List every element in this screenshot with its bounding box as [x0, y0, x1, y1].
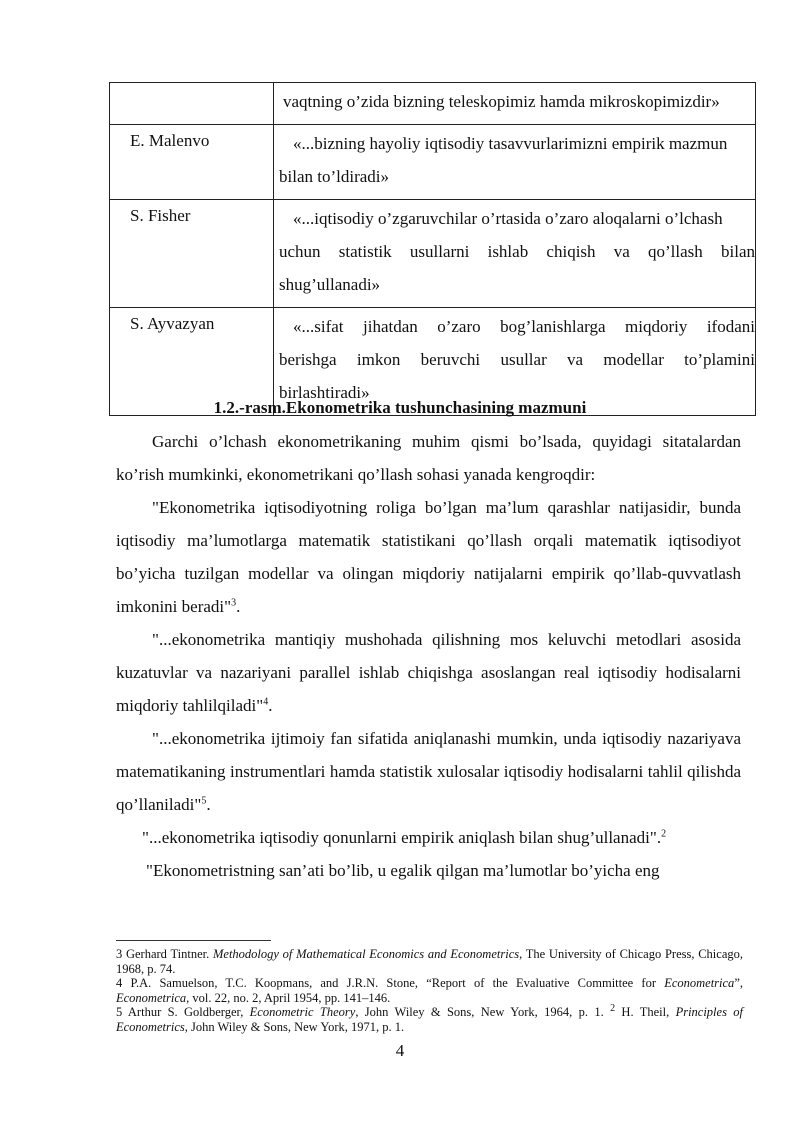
footnote-text: , The University of Chicago Press, Chicago, 1968, p. 74.: [116, 947, 743, 976]
punctuation: .: [268, 696, 273, 715]
paragraph-text: "...ekonometrika mantiqiy mushohada qilishning mos keluvchi metodlari asosida kuzatuvlar va nazariyani parallel ishlab chiqishga asoslangan real iqtisodiy hodisalarni miqdoriy tahlilqiladi": [116, 630, 741, 715]
footnote-ref: 4: [263, 696, 269, 708]
footnote-text: , John Wiley & Sons, New York, 1964, p. 1.: [355, 1005, 611, 1019]
quote-line: vaqtning o’zida bizning teleskopimiz hamda mikroskopimizdir»: [283, 92, 720, 111]
punctuation: .: [206, 795, 211, 814]
author-cell: [110, 83, 274, 125]
footnote-ref: 3: [231, 597, 237, 609]
footnote-3: [116, 947, 743, 976]
author-cell: E. Malenvo: [110, 125, 274, 200]
quote-line: bilan to’ldiradi»: [279, 167, 390, 186]
footnote-text: 3 Gerhard Tintner.: [116, 947, 213, 961]
quote-line: «...iqtisodiy o’zgaruvchilar o’rtasida o’zaro aloqalarni o’lchash: [293, 209, 723, 228]
quote-line: «...sifat jihatdan o’zaro bog’lanishlarga miqdoriy ifodani: [293, 317, 755, 336]
paragraph-text: "...ekonometrika ijtimoiy fan sifatida aniqlanashi mumkin, unda iqtisodiy nazariyava matematikaning instrumentlari hamda statistik xulosalar iqtisodiy hodisalarni tahlil qilishda qo’llaniladi": [116, 729, 741, 814]
paragraph-text: "Ekonometrika iqtisodiyotning roliga bo’lgan ma’lum qarashlar natijasidir, bunda iqtisodiy ma’lumotlarga matematik statistikani qo’llash orqali matematik iqtisodiyot bo’yicha tuzilgan modellar va olingan miqdoriy natijalarni empirik qo’llab-quvvatlash imkonini beradi": [116, 498, 741, 616]
author-cell: S. Fisher: [110, 200, 274, 308]
quote-cell: [274, 200, 756, 308]
page-number: 4: [395, 1041, 405, 1060]
punctuation: .: [236, 597, 241, 616]
paragraph-text: "...ekonometrika iqtisodiy qonunlarni empirik aniqlash bilan shug’ullanadi".: [142, 828, 662, 847]
footnote-ref: 5: [201, 795, 207, 807]
definitions-table: [109, 82, 756, 416]
paragraph: [116, 491, 741, 623]
paragraph: [116, 623, 741, 722]
quote-line: uchun statistik usullarni ishlab chiqish va qo’llash bilan: [279, 242, 755, 261]
figure-caption: 1.2.-rasm.Ekonometrika tushunchasining mazmuni: [213, 398, 587, 417]
quote-line: berishga imkon beruvchi usullar va modellar to’plamini: [279, 350, 755, 369]
paragraph-text: "Ekonometristning san’ati bo’lib, u egalik qilgan ma’lumotlar bo’yicha eng: [146, 861, 660, 880]
paragraph-text: Garchi o’lchash ekonometrikaning muhim qismi bo’lsada, quyidagi sitatalardan ko’rish mumkinki, ekonometrikani qo’llash sohasi yanada kengroqdir:: [116, 432, 741, 484]
footnote-text: ”,: [734, 976, 743, 990]
author-cell: S. Ayvazyan: [110, 308, 274, 416]
footnote-ref: 2: [661, 828, 667, 840]
footnote-5: [116, 1002, 744, 1034]
footnote-text: , vol. 22, no. 2, April 1954, pp. 141–146.: [186, 990, 391, 1005]
quote-line: «...bizning hayoliy iqtisodiy tasavvurlarimizni empirik mazmun: [293, 134, 728, 153]
table-row: [110, 83, 756, 125]
footnote-ref: 2: [610, 1002, 616, 1014]
paragraph: [116, 722, 741, 821]
footnote-title: Econometric Theory: [249, 1005, 356, 1019]
footnote-text: , John Wiley & Sons, New York, 1971, p. 1.: [184, 1019, 405, 1034]
table-row: [110, 200, 756, 308]
quote-line: birlashtiradi»: [279, 383, 370, 402]
paragraph: [116, 854, 741, 887]
footnote-title: Methodology of Mathematical Economics and Econometrics: [212, 947, 520, 961]
paragraph: [116, 821, 741, 854]
paragraph: [116, 425, 741, 491]
quote-line: shug’ullanadi»: [279, 275, 381, 294]
footnote-divider: [116, 940, 271, 941]
footnotes: [116, 947, 743, 1034]
footnote-text: 4 P.A. Samuelson, T.C. Koopmans, and J.R.N. Stone, “Report of the Evaluative Committee for: [116, 976, 665, 990]
footnote-text: H. Theil,: [615, 1005, 676, 1019]
table-row: [110, 125, 756, 200]
body-text: [116, 425, 741, 887]
footnote-4: [116, 976, 743, 1005]
footnote-journal: Econometrica: [116, 990, 187, 1005]
footnote-title: Econometrica: [664, 976, 735, 990]
footnote-title: Principles of Econometrics: [116, 1005, 744, 1034]
footnote-text: 5 Arthur S. Goldberger,: [116, 1005, 250, 1019]
quote-cell: [274, 83, 756, 125]
quote-cell: [274, 125, 756, 200]
